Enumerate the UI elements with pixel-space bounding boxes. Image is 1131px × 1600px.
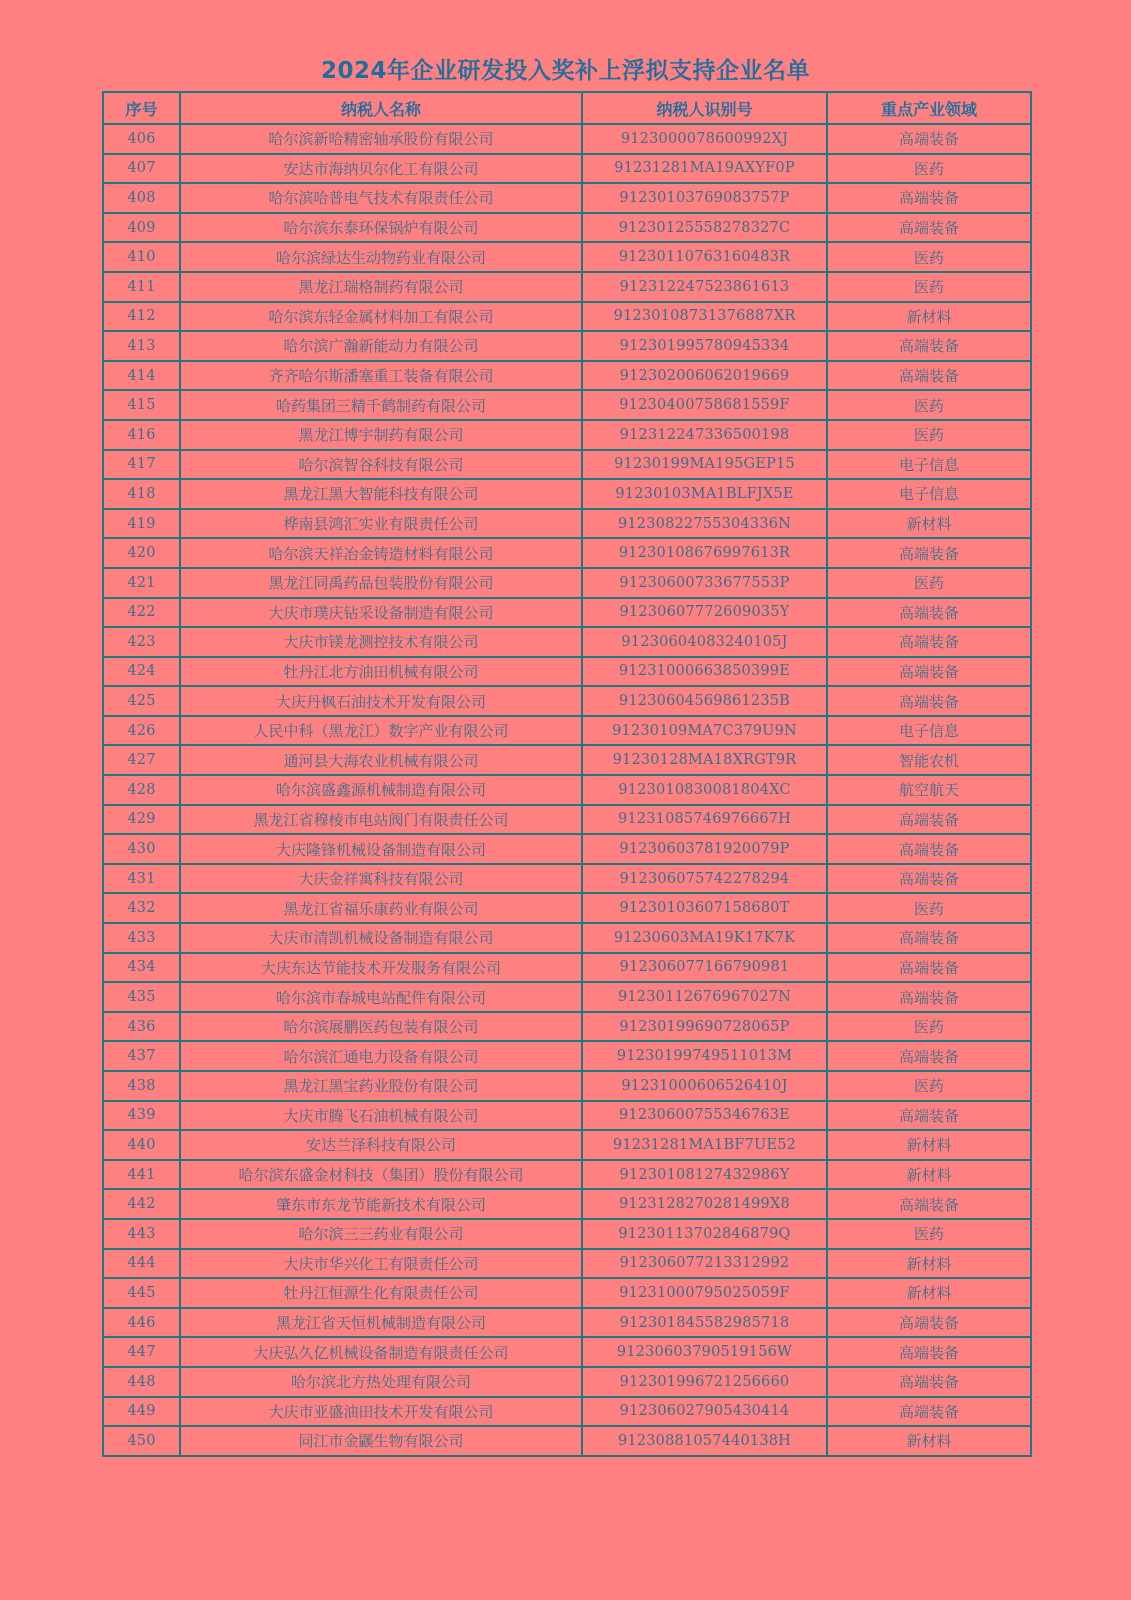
taxpayer-name: 大庆隆锋机械设备制造有限公司: [180, 834, 582, 864]
taxpayer-name: 哈尔滨东盛金材科技（集团）股份有限公司: [180, 1160, 582, 1190]
table-row: [103, 893, 1031, 923]
row-number: 407: [103, 154, 180, 184]
row-number: 426: [103, 716, 180, 746]
row-number: 432: [103, 893, 180, 923]
row-number: 438: [103, 1071, 180, 1101]
row-number: 416: [103, 420, 180, 450]
industry-field: 高端装备: [827, 361, 1031, 391]
industry-field: 新材料: [827, 1160, 1031, 1190]
taxpayer-id: 912312247336500198: [582, 420, 827, 450]
table-row: [103, 568, 1031, 598]
taxpayer-id: 91230607772609035Y: [582, 598, 827, 628]
row-number: 445: [103, 1278, 180, 1308]
table-row: [103, 1012, 1031, 1042]
row-number: 417: [103, 450, 180, 480]
industry-field: 高端装备: [827, 627, 1031, 657]
page-title: 2024年企业研发投入奖补上浮拟支持企业名单: [320, 58, 810, 84]
row-number: 413: [103, 331, 180, 361]
taxpayer-name: 黑龙江博宇制药有限公司: [180, 420, 582, 450]
industry-field: 高端装备: [827, 124, 1031, 154]
industry-field: 高端装备: [827, 953, 1031, 983]
industry-field: 高端装备: [827, 1041, 1031, 1071]
table-row: [103, 1130, 1031, 1160]
taxpayer-id: 91230603790519156W: [582, 1337, 827, 1367]
table-body: [103, 124, 1031, 1456]
industry-field: 医药: [827, 568, 1031, 598]
taxpayer-name: 大庆市璞庆钻采设备制造有限公司: [180, 598, 582, 628]
taxpayer-name: 桦南县鸿汇实业有限责任公司: [180, 509, 582, 539]
taxpayer-id: 91230108676997613R: [582, 538, 827, 568]
row-number: 439: [103, 1101, 180, 1131]
row-number: 412: [103, 302, 180, 332]
taxpayer-name: 大庆丹枫石油技术开发有限公司: [180, 686, 582, 716]
taxpayer-name: 大庆金祥寓科技有限公司: [180, 864, 582, 894]
taxpayer-name: 大庆市华兴化工有限责任公司: [180, 1249, 582, 1279]
row-number: 422: [103, 598, 180, 628]
table-row: [103, 1101, 1031, 1131]
table-row: [103, 1426, 1031, 1456]
row-number: 425: [103, 686, 180, 716]
row-number: 447: [103, 1337, 180, 1367]
table-row: [103, 1278, 1031, 1308]
taxpayer-name: 人民中科（黑龙江）数字产业有限公司: [180, 716, 582, 746]
taxpayer-id: 91231000795025059F: [582, 1278, 827, 1308]
industry-field: 智能农机: [827, 745, 1031, 775]
row-number: 431: [103, 864, 180, 894]
row-number: 442: [103, 1189, 180, 1219]
taxpayer-name: 哈尔滨东泰环保锅炉有限公司: [180, 213, 582, 243]
industry-field: 新材料: [827, 1426, 1031, 1456]
header-field: 重点产业领域: [827, 92, 1031, 124]
table-row: [103, 1337, 1031, 1367]
row-number: 446: [103, 1308, 180, 1338]
taxpayer-id: 91230603MA19K17K7K: [582, 923, 827, 953]
table-row: [103, 775, 1031, 805]
table-row: [103, 805, 1031, 835]
table-row: [103, 1041, 1031, 1071]
taxpayer-name: 大庆东达节能技术开发服务有限公司: [180, 953, 582, 983]
row-number: 410: [103, 242, 180, 272]
taxpayer-id: 91230881057440138H: [582, 1426, 827, 1456]
taxpayer-id: 91230822755304336N: [582, 509, 827, 539]
row-number: 437: [103, 1041, 180, 1071]
taxpayer-id: 91231000663850399E: [582, 657, 827, 687]
taxpayer-id: 91230125558278327C: [582, 213, 827, 243]
table-row: [103, 154, 1031, 184]
table-row: [103, 509, 1031, 539]
taxpayer-name: 大庆市镁龙测控技术有限公司: [180, 627, 582, 657]
industry-field: 高端装备: [827, 923, 1031, 953]
row-number: 420: [103, 538, 180, 568]
industry-field: 医药: [827, 420, 1031, 450]
taxpayer-name: 哈尔滨盛鑫源机械制造有限公司: [180, 775, 582, 805]
industry-field: 高端装备: [827, 1337, 1031, 1367]
taxpayer-id: 91230604569861235B: [582, 686, 827, 716]
taxpayer-name: 黑龙江同禹药品包装股份有限公司: [180, 568, 582, 598]
industry-field: 高端装备: [827, 1189, 1031, 1219]
row-number: 421: [103, 568, 180, 598]
table-row: [103, 420, 1031, 450]
header-tax-id: 纳税人识别号: [582, 92, 827, 124]
table-row: [103, 302, 1031, 332]
industry-field: 电子信息: [827, 450, 1031, 480]
table-row: [103, 450, 1031, 480]
table-row: [103, 242, 1031, 272]
row-number: 419: [103, 509, 180, 539]
taxpayer-name: 哈尔滨三三药业有限公司: [180, 1219, 582, 1249]
table-row: [103, 716, 1031, 746]
table-row: [103, 864, 1031, 894]
industry-field: 医药: [827, 1071, 1031, 1101]
row-number: 414: [103, 361, 180, 391]
industry-field: 新材料: [827, 1130, 1031, 1160]
industry-field: 医药: [827, 1219, 1031, 1249]
industry-field: 新材料: [827, 302, 1031, 332]
taxpayer-id: 91230108731376887XR: [582, 302, 827, 332]
table-row: [103, 598, 1031, 628]
taxpayer-name: 大庆市腾飞石油机械有限公司: [180, 1101, 582, 1131]
taxpayer-name: 安达市海纳贝尔化工有限公司: [180, 154, 582, 184]
row-number: 415: [103, 390, 180, 420]
taxpayer-name: 哈尔滨智谷科技有限公司: [180, 450, 582, 480]
taxpayer-name: 安达兰泽科技有限公司: [180, 1130, 582, 1160]
row-number: 406: [103, 124, 180, 154]
taxpayer-id: 91230199749511013M: [582, 1041, 827, 1071]
row-number: 411: [103, 272, 180, 302]
taxpayer-id: 91231000606526410J: [582, 1071, 827, 1101]
table-row: [103, 923, 1031, 953]
table-row: [103, 331, 1031, 361]
taxpayer-name: 黑龙江省福乐康药业有限公司: [180, 893, 582, 923]
industry-field: 新材料: [827, 1278, 1031, 1308]
row-number: 450: [103, 1426, 180, 1456]
row-number: 408: [103, 183, 180, 213]
row-number: 443: [103, 1219, 180, 1249]
table-row: [103, 1189, 1031, 1219]
row-number: 430: [103, 834, 180, 864]
taxpayer-id: 91230199MA195GEP15: [582, 450, 827, 480]
industry-field: 新材料: [827, 1249, 1031, 1279]
row-number: 424: [103, 657, 180, 687]
taxpayer-name: 大庆市清凯机械设备制造有限公司: [180, 923, 582, 953]
row-number: 423: [103, 627, 180, 657]
taxpayer-name: 哈尔滨绿达生动物药业有限公司: [180, 242, 582, 272]
taxpayer-name: 哈尔滨北方热处理有限公司: [180, 1367, 582, 1397]
taxpayer-id: 912306077213312992: [582, 1249, 827, 1279]
industry-field: 高端装备: [827, 598, 1031, 628]
taxpayer-id: 91230109MA7C379U9N: [582, 716, 827, 746]
taxpayer-id: 91230128MA18XRGT9R: [582, 745, 827, 775]
taxpayer-id: 91230108127432986Y: [582, 1160, 827, 1190]
taxpayer-id: 91231281MA19AXYF0P: [582, 154, 827, 184]
table-row: [103, 538, 1031, 568]
taxpayer-name: 黑龙江瑞格制药有限公司: [180, 272, 582, 302]
taxpayer-id: 91230103769083757P: [582, 183, 827, 213]
taxpayer-id: 91230103MA1BLFJX5E: [582, 479, 827, 509]
taxpayer-name: 哈尔滨市春城电站配件有限公司: [180, 982, 582, 1012]
taxpayer-name: 齐齐哈尔斯潘塞重工装备有限公司: [180, 361, 582, 391]
taxpayer-name: 哈尔滨东轻金属材料加工有限公司: [180, 302, 582, 332]
taxpayer-id: 912312247523861613: [582, 272, 827, 302]
table-row: [103, 686, 1031, 716]
industry-field: 高端装备: [827, 805, 1031, 835]
industry-field: 电子信息: [827, 716, 1031, 746]
industry-field: 高端装备: [827, 834, 1031, 864]
table-row: [103, 361, 1031, 391]
row-number: 435: [103, 982, 180, 1012]
industry-field: 医药: [827, 242, 1031, 272]
industry-field: 高端装备: [827, 1308, 1031, 1338]
header-name: 纳税人名称: [180, 92, 582, 124]
table-header-row: [103, 92, 1031, 124]
company-list-table: [102, 91, 1032, 1457]
taxpayer-name: 通河县大海农业机械有限公司: [180, 745, 582, 775]
row-number: 409: [103, 213, 180, 243]
table-row: [103, 213, 1031, 243]
taxpayer-name: 哈尔滨广瀚新能动力有限公司: [180, 331, 582, 361]
table-row: [103, 834, 1031, 864]
row-number: 427: [103, 745, 180, 775]
taxpayer-name: 大庆市亚盛油田技术开发有限公司: [180, 1397, 582, 1427]
table-row: [103, 183, 1031, 213]
taxpayer-id: 91230110763160483R: [582, 242, 827, 272]
industry-field: 高端装备: [827, 1101, 1031, 1131]
taxpayer-id: 91230112676967027N: [582, 982, 827, 1012]
industry-field: 高端装备: [827, 657, 1031, 687]
taxpayer-id: 91230400758681559F: [582, 390, 827, 420]
table-row: [103, 1308, 1031, 1338]
industry-field: 高端装备: [827, 1367, 1031, 1397]
table-row: [103, 272, 1031, 302]
taxpayer-name: 哈尔滨汇通电力设备有限公司: [180, 1041, 582, 1071]
taxpayer-id: 91230603781920079P: [582, 834, 827, 864]
industry-field: 高端装备: [827, 213, 1031, 243]
industry-field: 医药: [827, 272, 1031, 302]
industry-field: 高端装备: [827, 864, 1031, 894]
row-number: 429: [103, 805, 180, 835]
taxpayer-id: 91230113702846879Q: [582, 1219, 827, 1249]
table-row: [103, 479, 1031, 509]
table-row: [103, 657, 1031, 687]
industry-field: 电子信息: [827, 479, 1031, 509]
taxpayer-name: 哈尔滨展鹏医药包装有限公司: [180, 1012, 582, 1042]
industry-field: 医药: [827, 893, 1031, 923]
taxpayer-name: 哈药集团三精千鹤制药有限公司: [180, 390, 582, 420]
row-number: 441: [103, 1160, 180, 1190]
table-row: [103, 390, 1031, 420]
table-row: [103, 1367, 1031, 1397]
taxpayer-name: 黑龙江黑大智能科技有限公司: [180, 479, 582, 509]
taxpayer-name: 哈尔滨哈普电气技术有限责任公司: [180, 183, 582, 213]
table-row: [103, 1397, 1031, 1427]
row-number: 449: [103, 1397, 180, 1427]
row-number: 448: [103, 1367, 180, 1397]
taxpayer-id: 912302006062019669: [582, 361, 827, 391]
table-row: [103, 982, 1031, 1012]
taxpayer-id: 91231281MA1BF7UE52: [582, 1130, 827, 1160]
taxpayer-id: 91230103607158680T: [582, 893, 827, 923]
row-number: 436: [103, 1012, 180, 1042]
industry-field: 高端装备: [827, 538, 1031, 568]
taxpayer-id: 912306077166790981: [582, 953, 827, 983]
taxpayer-id: 912306027905430414: [582, 1397, 827, 1427]
taxpayer-name: 黑龙江省穆棱市电站阀门有限责任公司: [180, 805, 582, 835]
row-number: 440: [103, 1130, 180, 1160]
taxpayer-name: 大庆弘久亿机械设备制造有限责任公司: [180, 1337, 582, 1367]
industry-field: 高端装备: [827, 1397, 1031, 1427]
taxpayer-id: 91230600755346763E: [582, 1101, 827, 1131]
taxpayer-name: 黑龙江省天恒机械制造有限公司: [180, 1308, 582, 1338]
taxpayer-name: 哈尔滨新哈精密轴承股份有限公司: [180, 124, 582, 154]
header-no: 序号: [103, 92, 180, 124]
taxpayer-id: 912301845582985718: [582, 1308, 827, 1338]
taxpayer-id: 91230600733677553P: [582, 568, 827, 598]
table-row: [103, 627, 1031, 657]
table-row: [103, 1160, 1031, 1190]
taxpayer-name: 黑龙江黑宝药业股份有限公司: [180, 1071, 582, 1101]
industry-field: 医药: [827, 1012, 1031, 1042]
row-number: 418: [103, 479, 180, 509]
industry-field: 航空航天: [827, 775, 1031, 805]
industry-field: 医药: [827, 154, 1031, 184]
taxpayer-id: 91230604083240105J: [582, 627, 827, 657]
row-number: 428: [103, 775, 180, 805]
industry-field: 高端装备: [827, 686, 1031, 716]
industry-field: 高端装备: [827, 183, 1031, 213]
table-row: [103, 1249, 1031, 1279]
row-number: 433: [103, 923, 180, 953]
taxpayer-name: 牡丹江恒源生化有限责任公司: [180, 1278, 582, 1308]
taxpayer-id: 9123000078600992XJ: [582, 124, 827, 154]
taxpayer-id: 912301995780945334: [582, 331, 827, 361]
taxpayer-id: 9123128270281499X8: [582, 1189, 827, 1219]
taxpayer-id: 9123010830081804XC: [582, 775, 827, 805]
row-number: 434: [103, 953, 180, 983]
industry-field: 高端装备: [827, 982, 1031, 1012]
table-row: [103, 1071, 1031, 1101]
industry-field: 新材料: [827, 509, 1031, 539]
taxpayer-name: 同江市金鼷生物有限公司: [180, 1426, 582, 1456]
industry-field: 医药: [827, 390, 1031, 420]
table-row: [103, 1219, 1031, 1249]
industry-field: 高端装备: [827, 331, 1031, 361]
taxpayer-id: 912301996721256660: [582, 1367, 827, 1397]
taxpayer-name: 哈尔滨天祥冶金铸造材料有限公司: [180, 538, 582, 568]
taxpayer-id: 91230199690728065P: [582, 1012, 827, 1042]
taxpayer-name: 肇东市东龙节能新技术有限公司: [180, 1189, 582, 1219]
table-row: [103, 745, 1031, 775]
taxpayer-id: 912306075742278294: [582, 864, 827, 894]
table-row: [103, 953, 1031, 983]
table-row: [103, 124, 1031, 154]
taxpayer-name: 牡丹江北方油田机械有限公司: [180, 657, 582, 687]
taxpayer-id: 91231085746976667H: [582, 805, 827, 835]
row-number: 444: [103, 1249, 180, 1279]
